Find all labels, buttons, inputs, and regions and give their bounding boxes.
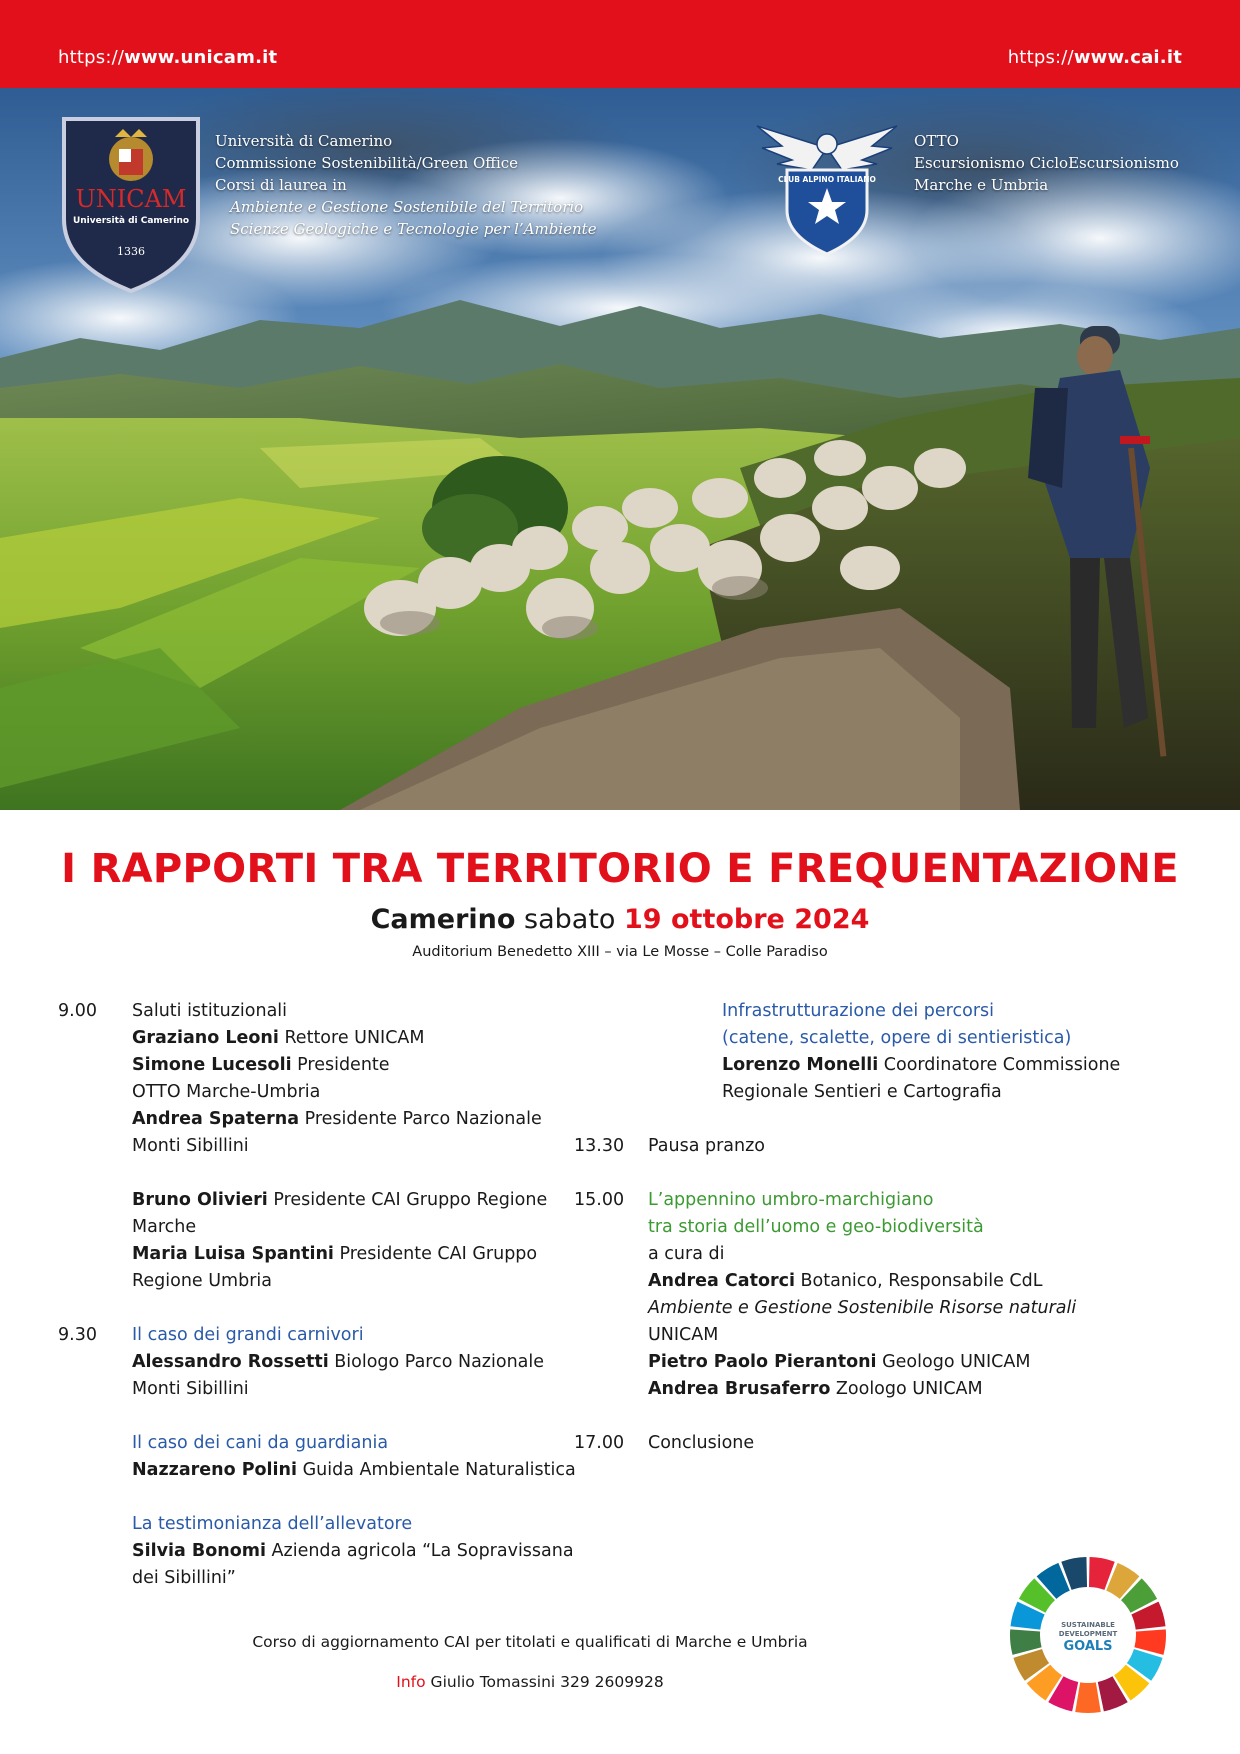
program-time: 15.00 <box>574 1190 625 1210</box>
program-time: 9.00 <box>58 1001 97 1021</box>
event-title: I RAPPORTI TRA TERRITORIO E FREQUENTAZIONE <box>61 846 1179 892</box>
program-topic: Il caso dei cani da guardiania <box>132 1433 389 1453</box>
url-domain: www.cai.it <box>1073 47 1182 68</box>
program-item-label: Saluti istituzionali <box>132 1001 288 1021</box>
speaker <box>722 1052 1208 1079</box>
info-contact <box>0 1673 1060 1691</box>
program-right-column <box>574 998 1208 1457</box>
program-row <box>574 1133 1208 1187</box>
program-topic: Il caso dei grandi carnivori <box>132 1325 364 1345</box>
speaker-name: Silvia Bonomi <box>132 1541 266 1561</box>
program-topic: Infrastrutturazione dei percorsi <box>722 1001 994 1021</box>
program-item-label: a cura di <box>648 1244 725 1264</box>
speaker-name: Lorenzo Monelli <box>722 1055 879 1075</box>
unicam-info <box>215 130 597 240</box>
cai-line: Escursionismo CicloEscursionismo <box>914 154 1179 172</box>
unicam-course: Scienze Geologiche e Tecnologie per l’Ambiente <box>230 220 597 238</box>
speaker-role: Monti Sibillini <box>132 1136 249 1156</box>
unicam-line: Corsi di laurea in <box>215 176 347 194</box>
speaker-name: Andrea Catorci <box>648 1271 795 1291</box>
speaker-name: Simone Lucesoli <box>132 1055 292 1075</box>
speaker <box>132 1349 618 1376</box>
program-time <box>648 998 722 1133</box>
unicam-logo-year: 1336 <box>117 245 145 258</box>
program-time: 17.00 <box>574 1433 625 1453</box>
speaker-name: Pietro Paolo Pierantoni <box>648 1352 877 1372</box>
speaker <box>132 1457 618 1484</box>
program-body <box>132 1322 618 1592</box>
unicam-url-link[interactable] <box>58 47 277 68</box>
unicam-line: Commissione Sostenibilità/Green Office <box>215 154 519 172</box>
program-topic: L’appennino umbro-marchigiano <box>648 1190 934 1210</box>
program-row <box>574 1430 1208 1457</box>
speaker-role: Presidente <box>291 1055 390 1075</box>
speaker <box>132 1241 618 1268</box>
speaker-role: Botanico, Responsabile CdL <box>794 1271 1043 1291</box>
spacer <box>132 1295 618 1322</box>
unicam-line: Università di Camerino <box>215 132 393 150</box>
info-label: Info <box>396 1673 426 1691</box>
program-topic: (catene, scalette, opere di sentieristica) <box>722 1028 1072 1048</box>
spacer <box>722 1106 1208 1133</box>
event-venue: Auditorium Benedetto XIII – via Le Mosse – Colle Paradiso <box>412 944 828 960</box>
speaker-role: Biologo Parco Nazionale <box>328 1352 545 1372</box>
program-topic: tra storia dell’uomo e geo-biodiversità <box>648 1217 984 1237</box>
url-domain: www.unicam.it <box>124 47 278 68</box>
speaker-role: UNICAM <box>648 1325 719 1345</box>
speaker <box>648 1376 1208 1403</box>
hero-photo <box>0 88 1240 810</box>
cai-url-link[interactable] <box>1008 47 1182 68</box>
speaker-role: Marche <box>132 1217 197 1237</box>
speaker-role: Geologo UNICAM <box>876 1352 1031 1372</box>
event-date: 19 ottobre 2024 <box>624 904 870 935</box>
program-row <box>648 998 1208 1133</box>
top-bar <box>0 0 1240 88</box>
program-body <box>648 1133 1208 1187</box>
cai-line: OTTO <box>914 132 959 150</box>
speaker <box>132 1187 618 1214</box>
url-prefix: https:// <box>58 47 125 68</box>
unicam-logo[interactable] <box>60 115 202 295</box>
speaker <box>132 1538 618 1565</box>
speaker-role: Regione Umbria <box>132 1271 272 1291</box>
cai-logo-text: CLUB ALPINO ITALIANO <box>778 175 876 184</box>
sdg-wheel-logo <box>1008 1555 1168 1715</box>
sdg-text: SUSTAINABLE <box>1061 1621 1115 1629</box>
program-body <box>648 1430 1208 1457</box>
sdg-text: DEVELOPMENT <box>1058 1630 1118 1638</box>
program-body <box>132 998 618 1322</box>
speaker-role: Coordinatore Commissione <box>878 1055 1121 1075</box>
spacer <box>648 1403 1208 1430</box>
cai-info <box>914 130 1179 196</box>
spacer <box>648 1160 1208 1187</box>
speaker <box>132 1106 618 1133</box>
speaker <box>648 1349 1208 1376</box>
speaker-role: Azienda agricola “La Sopravissana <box>265 1541 574 1561</box>
speaker-role: Guida Ambientale Naturalistica <box>297 1460 576 1480</box>
program-time: 9.30 <box>58 1325 97 1345</box>
speaker-role: Presidente CAI Gruppo Regione <box>267 1190 548 1210</box>
speaker-name: Alessandro Rossetti <box>132 1352 329 1372</box>
speaker-role: dei Sibillini” <box>132 1568 236 1588</box>
speaker <box>132 1025 618 1052</box>
unicam-course: Ambiente e Gestione Sostenibile del Territorio <box>230 198 584 216</box>
speaker-name: Maria Luisa Spantini <box>132 1244 334 1264</box>
program-item-label: Conclusione <box>648 1433 755 1453</box>
cai-logo[interactable] <box>742 118 912 258</box>
speaker <box>132 1052 618 1079</box>
program-left-column <box>58 998 618 1592</box>
spacer <box>132 1403 618 1430</box>
program-body <box>648 1187 1208 1430</box>
program-time: 13.30 <box>574 1136 625 1156</box>
speaker-name: Bruno Olivieri <box>132 1190 268 1210</box>
speaker-role: Regionale Sentieri e Cartografia <box>722 1082 1002 1102</box>
speaker-role: OTTO Marche-Umbria <box>132 1082 321 1102</box>
program-body <box>722 998 1208 1133</box>
speaker-role: Presidente CAI Gruppo <box>333 1244 538 1264</box>
spacer <box>132 1160 618 1187</box>
sdg-segment <box>1075 1682 1101 1713</box>
program-item-label: Pausa pranzo <box>648 1136 765 1156</box>
unicam-logo-name: UNICAM <box>75 185 187 213</box>
program-topic: La testimonianza dell’allevatore <box>132 1514 413 1534</box>
url-prefix: https:// <box>1007 47 1074 68</box>
speaker-name: Nazzareno Polini <box>132 1460 298 1480</box>
info-text: Giulio Tomassini 329 2609928 <box>425 1673 664 1691</box>
sdg-text: GOALS <box>1063 1639 1113 1654</box>
program-row <box>58 1322 618 1592</box>
speaker-role: Zoologo UNICAM <box>830 1379 983 1399</box>
cai-line: Marche e Umbria <box>914 176 1049 194</box>
event-city: Camerino <box>370 904 516 935</box>
speaker-name: Andrea Spaterna <box>132 1109 300 1129</box>
speaker-role: Ambiente e Gestione Sostenibile Risorse naturali <box>648 1298 1077 1318</box>
spacer <box>132 1484 618 1511</box>
speaker-role: Rettore UNICAM <box>278 1028 425 1048</box>
speaker-role: Monti Sibillini <box>132 1379 249 1399</box>
course-note: Corso di aggiornamento CAI per titolati e qualificati di Marche e Umbria <box>252 1633 808 1651</box>
event-subtitle <box>0 904 1240 935</box>
speaker <box>648 1268 1208 1295</box>
event-day: sabato <box>524 904 616 935</box>
speaker-role: Presidente Parco Nazionale <box>299 1109 542 1129</box>
unicam-logo-subtitle: Università di Camerino <box>72 216 190 226</box>
speaker-name: Graziano Leoni <box>132 1028 279 1048</box>
speaker-name: Andrea Brusaferro <box>648 1379 831 1399</box>
program-row <box>58 998 618 1322</box>
program-row <box>574 1187 1208 1430</box>
